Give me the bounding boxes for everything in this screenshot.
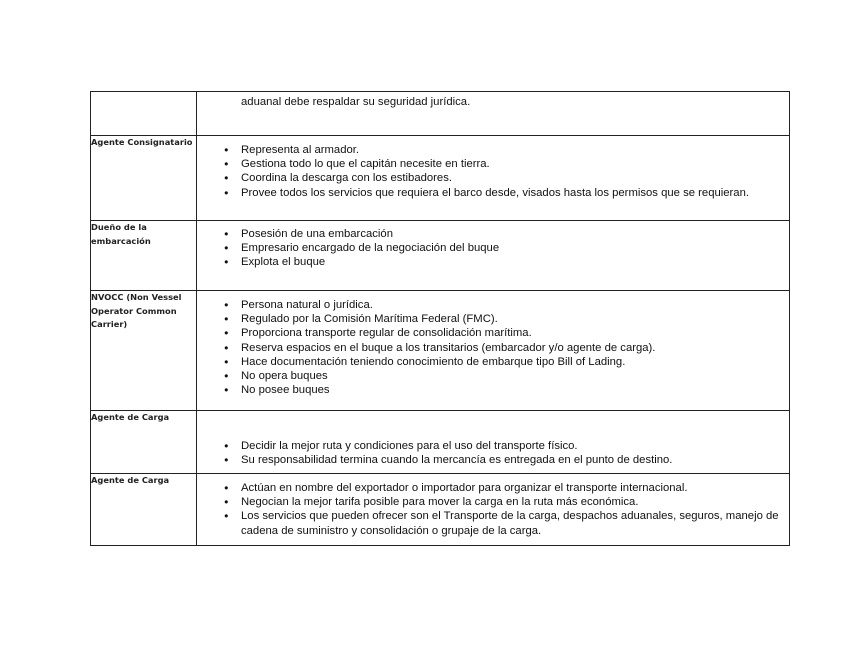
content-cell	[197, 291, 790, 411]
bullet-list	[197, 291, 789, 397]
list-item: ● No opera buques	[197, 369, 789, 383]
list-item: ● Representa al armador.	[197, 143, 789, 157]
list-item: ● Explota el buque	[197, 255, 789, 269]
content-cell	[197, 136, 790, 221]
table-row	[91, 474, 790, 546]
bullet-list	[197, 474, 789, 538]
table-row	[91, 92, 790, 136]
list-item: ● Negocian la mejor tarifa posible para mover la carga en la ruta más económica.	[197, 495, 789, 509]
label-cell: NVOCC (Non Vessel Operator Common Carrier)	[91, 291, 197, 411]
label-cell: Dueño de la embarcación	[91, 221, 197, 291]
table-row	[91, 136, 790, 221]
list-item: ● Posesión de una embarcación	[197, 227, 789, 241]
list-item: ● Hace documentación teniendo conocimiento de embarque tipo Bill of Lading.	[197, 355, 789, 369]
bullet-list	[197, 221, 789, 270]
list-item: ● Persona natural o jurídica.	[197, 298, 789, 312]
list-item: ● Decidir la mejor ruta y condiciones para el uso del transporte físico.	[197, 439, 789, 453]
content-cell	[197, 411, 790, 474]
label-cell: Agente Consignatario	[91, 136, 197, 221]
list-item: ● Su responsabilidad termina cuando la mercancía es entregada en el punto de destino.	[197, 453, 789, 467]
list-item: ● Coordina la descarga con los estibadores.	[197, 171, 789, 185]
table-row	[91, 411, 790, 474]
content-cell	[197, 92, 790, 136]
list-item: ● Regulado por la Comisión Marítima Federal (FMC).	[197, 312, 789, 326]
list-item: ● Empresario encargado de la negociación del buque	[197, 241, 789, 255]
content-cell	[197, 221, 790, 291]
list-item: ● Provee todos los servicios que requiera el barco desde, visados hasta los permisos que se requieran.	[197, 186, 789, 200]
table-row	[91, 221, 790, 291]
label-cell: Agente de Carga	[91, 411, 197, 474]
list-item: ● Actúan en nombre del exportador o importador para organizar el transporte internacional.	[197, 481, 789, 495]
roles-table	[90, 91, 790, 546]
content-cell	[197, 474, 790, 546]
list-item: ● Reserva espacios en el buque a los transitarios (embarcador y/o agente de carga).	[197, 341, 789, 355]
list-item: ● Los servicios que pueden ofrecer son el Transporte de la carga, despachos aduanales, seguros, manejo de cadena de suministro y consolidación o grupaje de la carga.	[197, 509, 789, 537]
list-item: ● Proporciona transporte regular de consolidación marítima.	[197, 326, 789, 340]
list-item: ● No posee buques	[197, 383, 789, 397]
label-cell: Agente de Carga	[91, 474, 197, 546]
label-cell	[91, 92, 197, 136]
list-item: ● Gestiona todo lo que el capitán necesite en tierra.	[197, 157, 789, 171]
table-row	[91, 291, 790, 411]
bullet-list	[197, 411, 789, 467]
continuation-text: aduanal debe respaldar su seguridad jurídica.	[241, 96, 471, 108]
bullet-list	[197, 136, 789, 200]
